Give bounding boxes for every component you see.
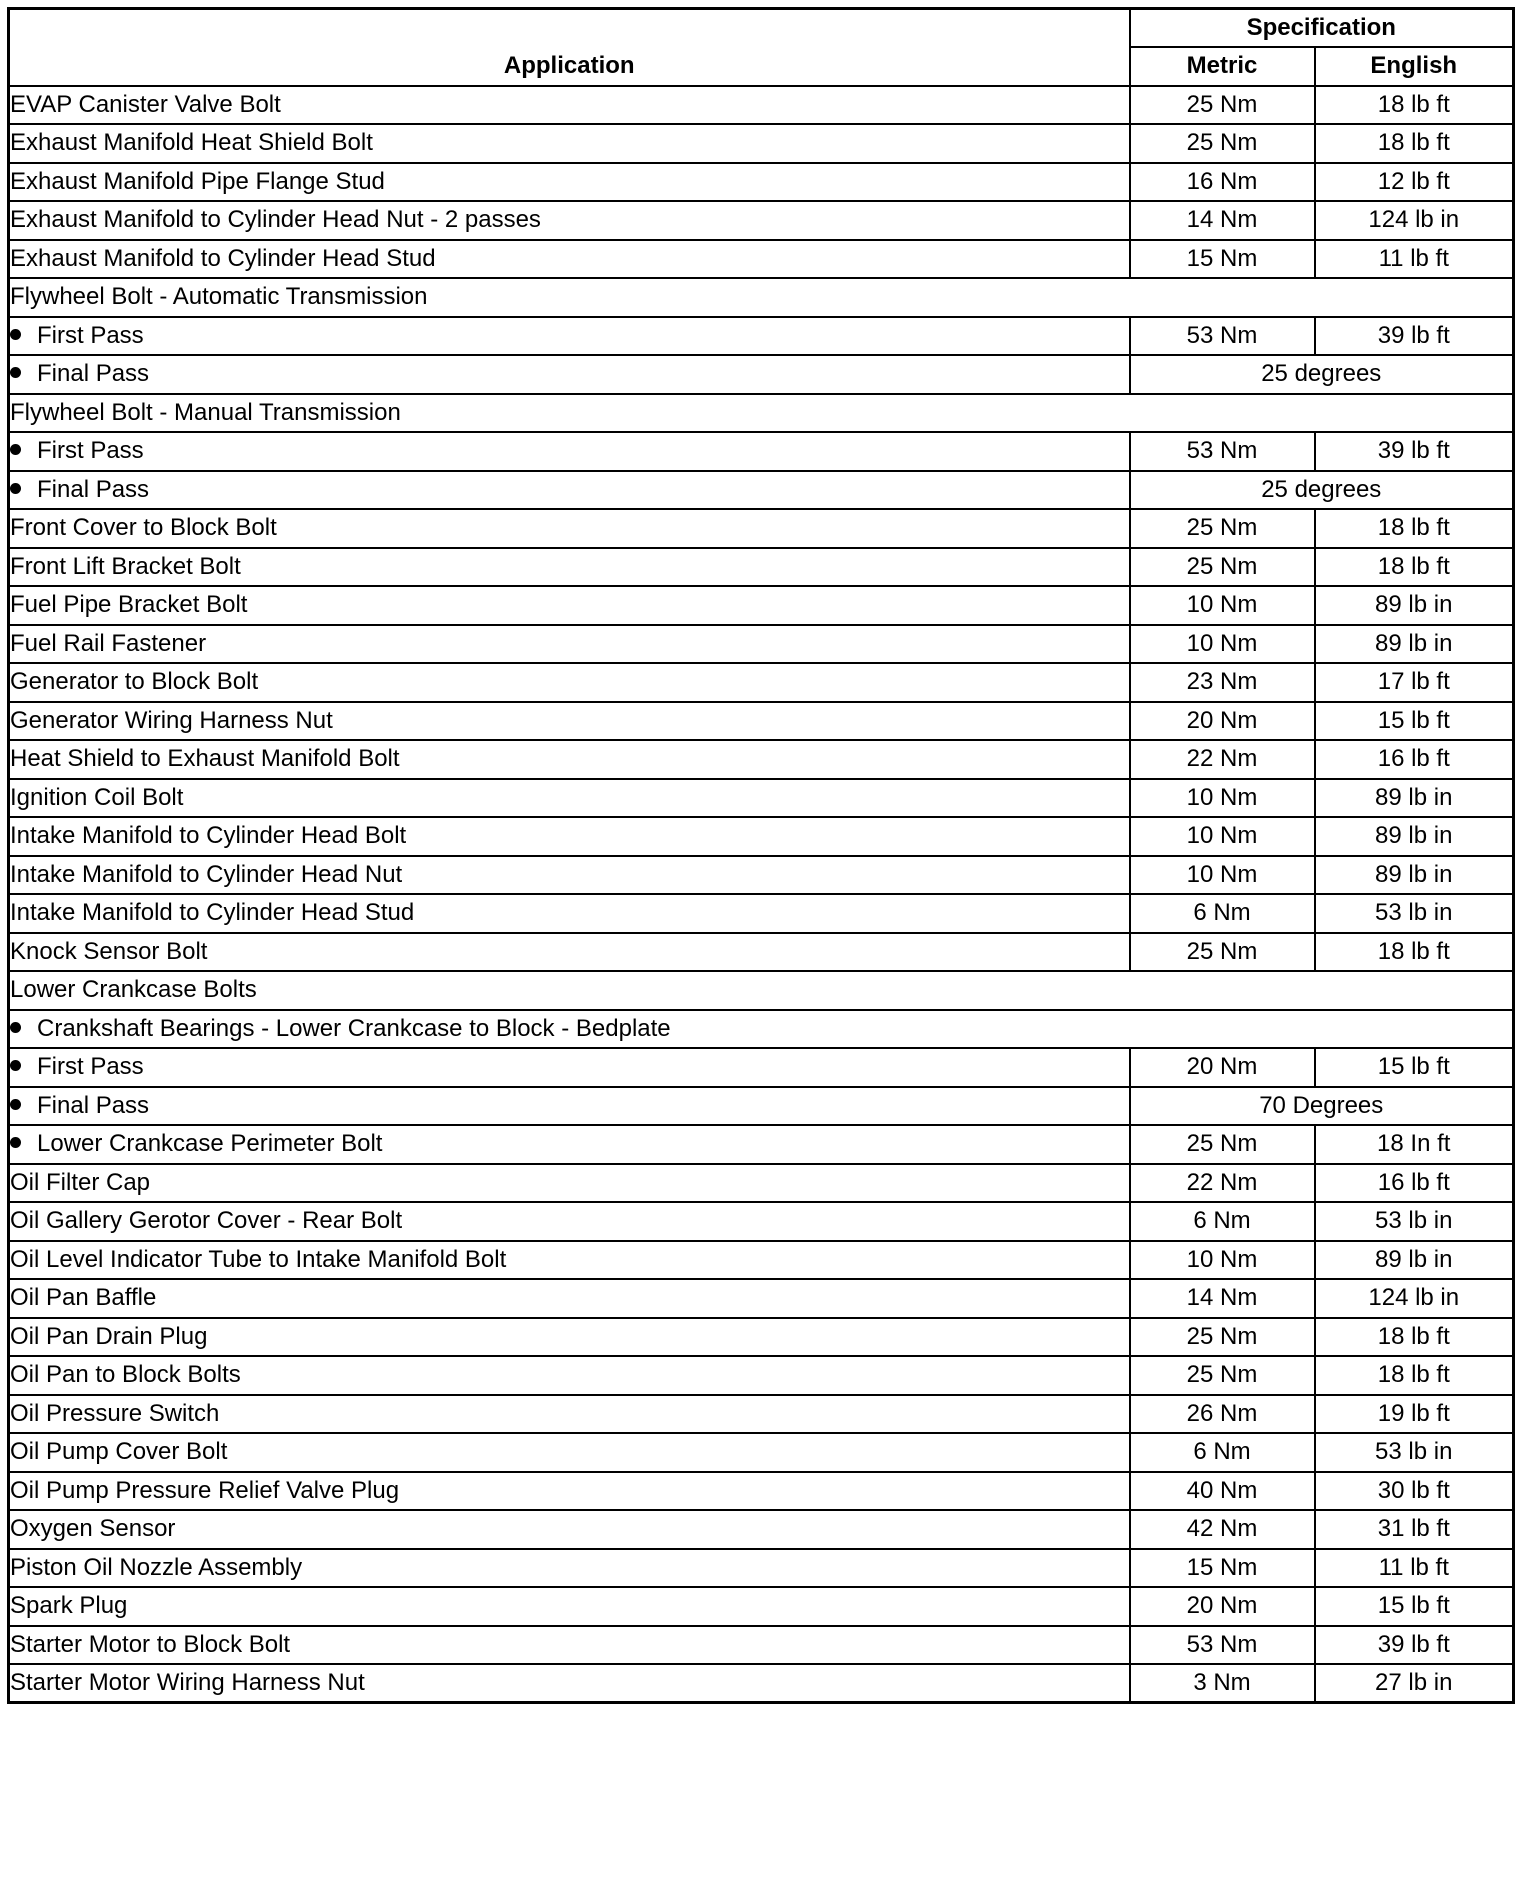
application-label: Oil Pressure Switch (10, 1399, 220, 1427)
torque-specification-table (7, 7, 1515, 1704)
metric-value-cell: 25 Nm (1130, 1125, 1315, 1164)
english-value-cell: 18 lb ft (1315, 548, 1514, 587)
application-cell (9, 240, 1130, 279)
application-label: EVAP Canister Valve Bolt (10, 90, 281, 118)
table-row (9, 1549, 1514, 1588)
application-label: Starter Motor Wiring Harness Nut (10, 1669, 365, 1696)
application-cell (9, 432, 1130, 471)
bullet-icon (10, 329, 21, 340)
application-label: Generator to Block Bolt (10, 668, 259, 696)
english-value-cell: 18 lb ft (1315, 1318, 1514, 1357)
english-value-cell: 27 lb in (1315, 1664, 1514, 1703)
english-value-cell: 18 lb ft (1315, 933, 1514, 972)
application-label: First Pass (37, 321, 144, 349)
bullet-icon (10, 1099, 21, 1110)
application-cell (9, 1587, 1130, 1626)
application-label: Ignition Coil Bolt (10, 783, 184, 811)
application-cell (9, 1395, 1130, 1434)
table-row (9, 355, 1514, 394)
angle-value-cell: 25 degrees (1130, 355, 1514, 394)
application-cell (9, 548, 1130, 587)
application-cell (9, 355, 1130, 394)
application-label: Final Pass (37, 1091, 150, 1119)
table-row (9, 1664, 1514, 1703)
english-value-cell: 124 lb in (1315, 201, 1514, 240)
table-body (9, 86, 1514, 1703)
application-label: Oil Level Indicator Tube to Intake Manifold Bolt (10, 1245, 507, 1273)
application-label: Generator Wiring Harness Nut (10, 706, 333, 734)
application-cell (9, 1279, 1130, 1318)
english-value-cell: 15 lb ft (1315, 702, 1514, 741)
metric-value-cell: 25 Nm (1130, 124, 1315, 163)
metric-value-cell: 22 Nm (1130, 1164, 1315, 1203)
application-cell (9, 86, 1130, 125)
metric-value-cell: 10 Nm (1130, 779, 1315, 818)
metric-value-cell: 53 Nm (1130, 432, 1315, 471)
application-label: Spark Plug (10, 1592, 128, 1620)
application-cell (9, 1510, 1130, 1549)
bullet-icon (10, 1060, 21, 1071)
english-value-cell: 89 lb in (1315, 586, 1514, 625)
metric-value-cell: 6 Nm (1130, 1202, 1315, 1241)
table-row (9, 1048, 1514, 1087)
english-value-cell: 12 lb ft (1315, 163, 1514, 202)
english-value-cell: 53 lb in (1315, 894, 1514, 933)
table-header (9, 9, 1514, 86)
table-row (9, 1087, 1514, 1126)
english-header: English (1315, 47, 1514, 86)
application-label: Final Pass (37, 475, 150, 503)
table-row (9, 394, 1514, 433)
metric-value-cell: 23 Nm (1130, 663, 1315, 702)
angle-value-cell: 25 degrees (1130, 471, 1514, 510)
english-value-cell: 18 lb ft (1315, 1356, 1514, 1395)
application-cell (9, 625, 1130, 664)
metric-value-cell: 53 Nm (1130, 317, 1315, 356)
table-row (9, 1241, 1514, 1280)
application-cell (9, 817, 1130, 856)
application-label: Oil Pump Pressure Relief Valve Plug (10, 1476, 400, 1504)
metric-value-cell: 20 Nm (1130, 1048, 1315, 1087)
application-cell (9, 1202, 1130, 1241)
english-value-cell: 18 lb ft (1315, 86, 1514, 125)
application-label: Flywheel Bolt - Manual Transmission (10, 398, 401, 426)
application-label: Front Cover to Block Bolt (10, 514, 277, 542)
english-value-cell: 30 lb ft (1315, 1472, 1514, 1511)
application-label: Exhaust Manifold to Cylinder Head Stud (10, 244, 436, 272)
table-row (9, 817, 1514, 856)
application-label: Flywheel Bolt - Automatic Transmission (10, 283, 428, 311)
table-row (9, 1395, 1514, 1434)
table-row (9, 740, 1514, 779)
english-value-cell: 19 lb ft (1315, 1395, 1514, 1434)
application-label: Oil Filter Cap (10, 1168, 151, 1196)
metric-value-cell: 3 Nm (1130, 1664, 1315, 1703)
application-cell (9, 740, 1130, 779)
english-value-cell: 89 lb in (1315, 625, 1514, 664)
application-cell (9, 1664, 1130, 1703)
table-row (9, 586, 1514, 625)
english-value-cell: 18 lb ft (1315, 509, 1514, 548)
application-cell (9, 1241, 1130, 1280)
application-label: Intake Manifold to Cylinder Head Nut (10, 860, 403, 888)
bullet-icon (10, 1022, 21, 1033)
english-value-cell: 124 lb in (1315, 1279, 1514, 1318)
application-label: First Pass (37, 1053, 144, 1081)
application-label: Lower Crankcase Perimeter Bolt (37, 1130, 383, 1158)
table-row (9, 779, 1514, 818)
metric-value-cell: 10 Nm (1130, 1241, 1315, 1280)
table-row (9, 1279, 1514, 1318)
application-label: Knock Sensor Bolt (10, 937, 208, 965)
table-row (9, 163, 1514, 202)
english-value-cell: 89 lb in (1315, 779, 1514, 818)
table-row (9, 1510, 1514, 1549)
table-row (9, 1164, 1514, 1203)
application-label: Fuel Rail Fastener (10, 629, 207, 657)
header-row-top (9, 9, 1514, 48)
application-cell (9, 278, 1514, 317)
english-value-cell: 31 lb ft (1315, 1510, 1514, 1549)
application-cell (9, 1087, 1130, 1126)
table-row (9, 1356, 1514, 1395)
angle-value-cell: 70 Degrees (1130, 1087, 1514, 1126)
application-label: Oxygen Sensor (10, 1515, 176, 1543)
english-value-cell: 39 lb ft (1315, 432, 1514, 471)
application-label: Exhaust Manifold to Cylinder Head Nut - 2 passes (10, 206, 541, 234)
english-value-cell: 89 lb in (1315, 1241, 1514, 1280)
application-label: Final Pass (37, 360, 150, 388)
table-row (9, 124, 1514, 163)
english-value-cell: 39 lb ft (1315, 1626, 1514, 1665)
english-value-cell: 89 lb in (1315, 856, 1514, 895)
metric-value-cell: 15 Nm (1130, 1549, 1315, 1588)
metric-value-cell: 16 Nm (1130, 163, 1315, 202)
application-cell (9, 1549, 1130, 1588)
metric-value-cell: 42 Nm (1130, 1510, 1315, 1549)
application-cell (9, 1318, 1130, 1357)
english-value-cell: 89 lb in (1315, 817, 1514, 856)
english-value-cell: 17 lb ft (1315, 663, 1514, 702)
table-row (9, 1202, 1514, 1241)
table-row (9, 240, 1514, 279)
application-cell (9, 317, 1130, 356)
metric-value-cell: 10 Nm (1130, 817, 1315, 856)
application-cell (9, 1433, 1130, 1472)
table-row (9, 856, 1514, 895)
metric-value-cell: 6 Nm (1130, 1433, 1315, 1472)
application-cell (9, 394, 1514, 433)
metric-value-cell: 14 Nm (1130, 1279, 1315, 1318)
english-value-cell: 53 lb in (1315, 1202, 1514, 1241)
application-cell (9, 702, 1130, 741)
metric-value-cell: 40 Nm (1130, 1472, 1315, 1511)
metric-value-cell: 10 Nm (1130, 625, 1315, 664)
application-label: Front Lift Bracket Bolt (10, 552, 241, 580)
application-label: Fuel Pipe Bracket Bolt (10, 591, 248, 619)
english-value-cell: 11 lb ft (1315, 1549, 1514, 1588)
table-row (9, 317, 1514, 356)
table-row (9, 86, 1514, 125)
application-label: Oil Pan Drain Plug (10, 1322, 208, 1350)
metric-value-cell: 25 Nm (1130, 933, 1315, 972)
metric-value-cell: 25 Nm (1130, 1318, 1315, 1357)
application-cell (9, 933, 1130, 972)
metric-value-cell: 25 Nm (1130, 86, 1315, 125)
application-cell (9, 509, 1130, 548)
bullet-icon (10, 1137, 21, 1148)
table-row (9, 1587, 1514, 1626)
english-value-cell: 15 lb ft (1315, 1587, 1514, 1626)
application-cell (9, 124, 1130, 163)
application-cell (9, 971, 1514, 1010)
application-label: Oil Pan Baffle (10, 1284, 157, 1312)
application-label: Crankshaft Bearings - Lower Crankcase to Block - Bedplate (37, 1014, 671, 1042)
application-label: Heat Shield to Exhaust Manifold Bolt (10, 745, 400, 773)
english-value-cell: 39 lb ft (1315, 317, 1514, 356)
metric-value-cell: 15 Nm (1130, 240, 1315, 279)
bullet-icon (10, 367, 21, 378)
table-row (9, 1626, 1514, 1665)
application-label: Intake Manifold to Cylinder Head Bolt (10, 822, 407, 850)
application-label: Starter Motor to Block Bolt (10, 1630, 291, 1658)
table-row (9, 1010, 1514, 1049)
metric-value-cell: 14 Nm (1130, 201, 1315, 240)
english-value-cell: 16 lb ft (1315, 1164, 1514, 1203)
english-value-cell: 11 lb ft (1315, 240, 1514, 279)
metric-value-cell: 20 Nm (1130, 702, 1315, 741)
metric-header: Metric (1130, 47, 1315, 86)
english-value-cell: 15 lb ft (1315, 1048, 1514, 1087)
application-cell (9, 894, 1130, 933)
table-row (9, 548, 1514, 587)
bullet-icon (10, 483, 21, 494)
english-value-cell: 16 lb ft (1315, 740, 1514, 779)
table-row (9, 894, 1514, 933)
application-cell (9, 1048, 1130, 1087)
english-value-cell: 53 lb in (1315, 1433, 1514, 1472)
application-cell (9, 1010, 1514, 1049)
specification-header: Specification (1130, 9, 1514, 48)
english-value-cell: 18 lb ft (1315, 124, 1514, 163)
application-cell (9, 779, 1130, 818)
application-cell (9, 1472, 1130, 1511)
table-row (9, 471, 1514, 510)
table-row (9, 933, 1514, 972)
metric-value-cell: 25 Nm (1130, 509, 1315, 548)
metric-value-cell: 25 Nm (1130, 548, 1315, 587)
application-cell (9, 1356, 1130, 1395)
metric-value-cell: 53 Nm (1130, 1626, 1315, 1665)
table-row (9, 432, 1514, 471)
application-label: Oil Pump Cover Bolt (10, 1438, 228, 1466)
table-row (9, 1318, 1514, 1357)
application-cell (9, 586, 1130, 625)
english-value-cell: 18 In ft (1315, 1125, 1514, 1164)
table-row (9, 1472, 1514, 1511)
application-cell (9, 1125, 1130, 1164)
application-header: Application (9, 9, 1130, 86)
application-cell (9, 201, 1130, 240)
table-row (9, 201, 1514, 240)
application-label: Piston Oil Nozzle Assembly (10, 1553, 303, 1581)
application-cell (9, 663, 1130, 702)
application-label: First Pass (37, 437, 144, 465)
application-label: Oil Pan to Block Bolts (10, 1361, 241, 1389)
bullet-icon (10, 444, 21, 455)
application-label: Lower Crankcase Bolts (10, 976, 257, 1004)
metric-value-cell: 6 Nm (1130, 894, 1315, 933)
metric-value-cell: 10 Nm (1130, 856, 1315, 895)
table-row (9, 1125, 1514, 1164)
application-label: Exhaust Manifold Heat Shield Bolt (10, 129, 373, 157)
application-cell (9, 1626, 1130, 1665)
application-label: Exhaust Manifold Pipe Flange Stud (10, 167, 385, 195)
metric-value-cell: 10 Nm (1130, 586, 1315, 625)
application-cell (9, 163, 1130, 202)
application-label: Intake Manifold to Cylinder Head Stud (10, 899, 415, 927)
metric-value-cell: 26 Nm (1130, 1395, 1315, 1434)
table-row (9, 663, 1514, 702)
metric-value-cell: 20 Nm (1130, 1587, 1315, 1626)
application-cell (9, 471, 1130, 510)
application-cell (9, 856, 1130, 895)
table-row (9, 278, 1514, 317)
application-label: Oil Gallery Gerotor Cover - Rear Bolt (10, 1207, 403, 1235)
metric-value-cell: 25 Nm (1130, 1356, 1315, 1395)
table-row (9, 625, 1514, 664)
table-row (9, 1433, 1514, 1472)
table-row (9, 702, 1514, 741)
metric-value-cell: 22 Nm (1130, 740, 1315, 779)
table-row (9, 509, 1514, 548)
table-row (9, 971, 1514, 1010)
application-cell (9, 1164, 1130, 1203)
